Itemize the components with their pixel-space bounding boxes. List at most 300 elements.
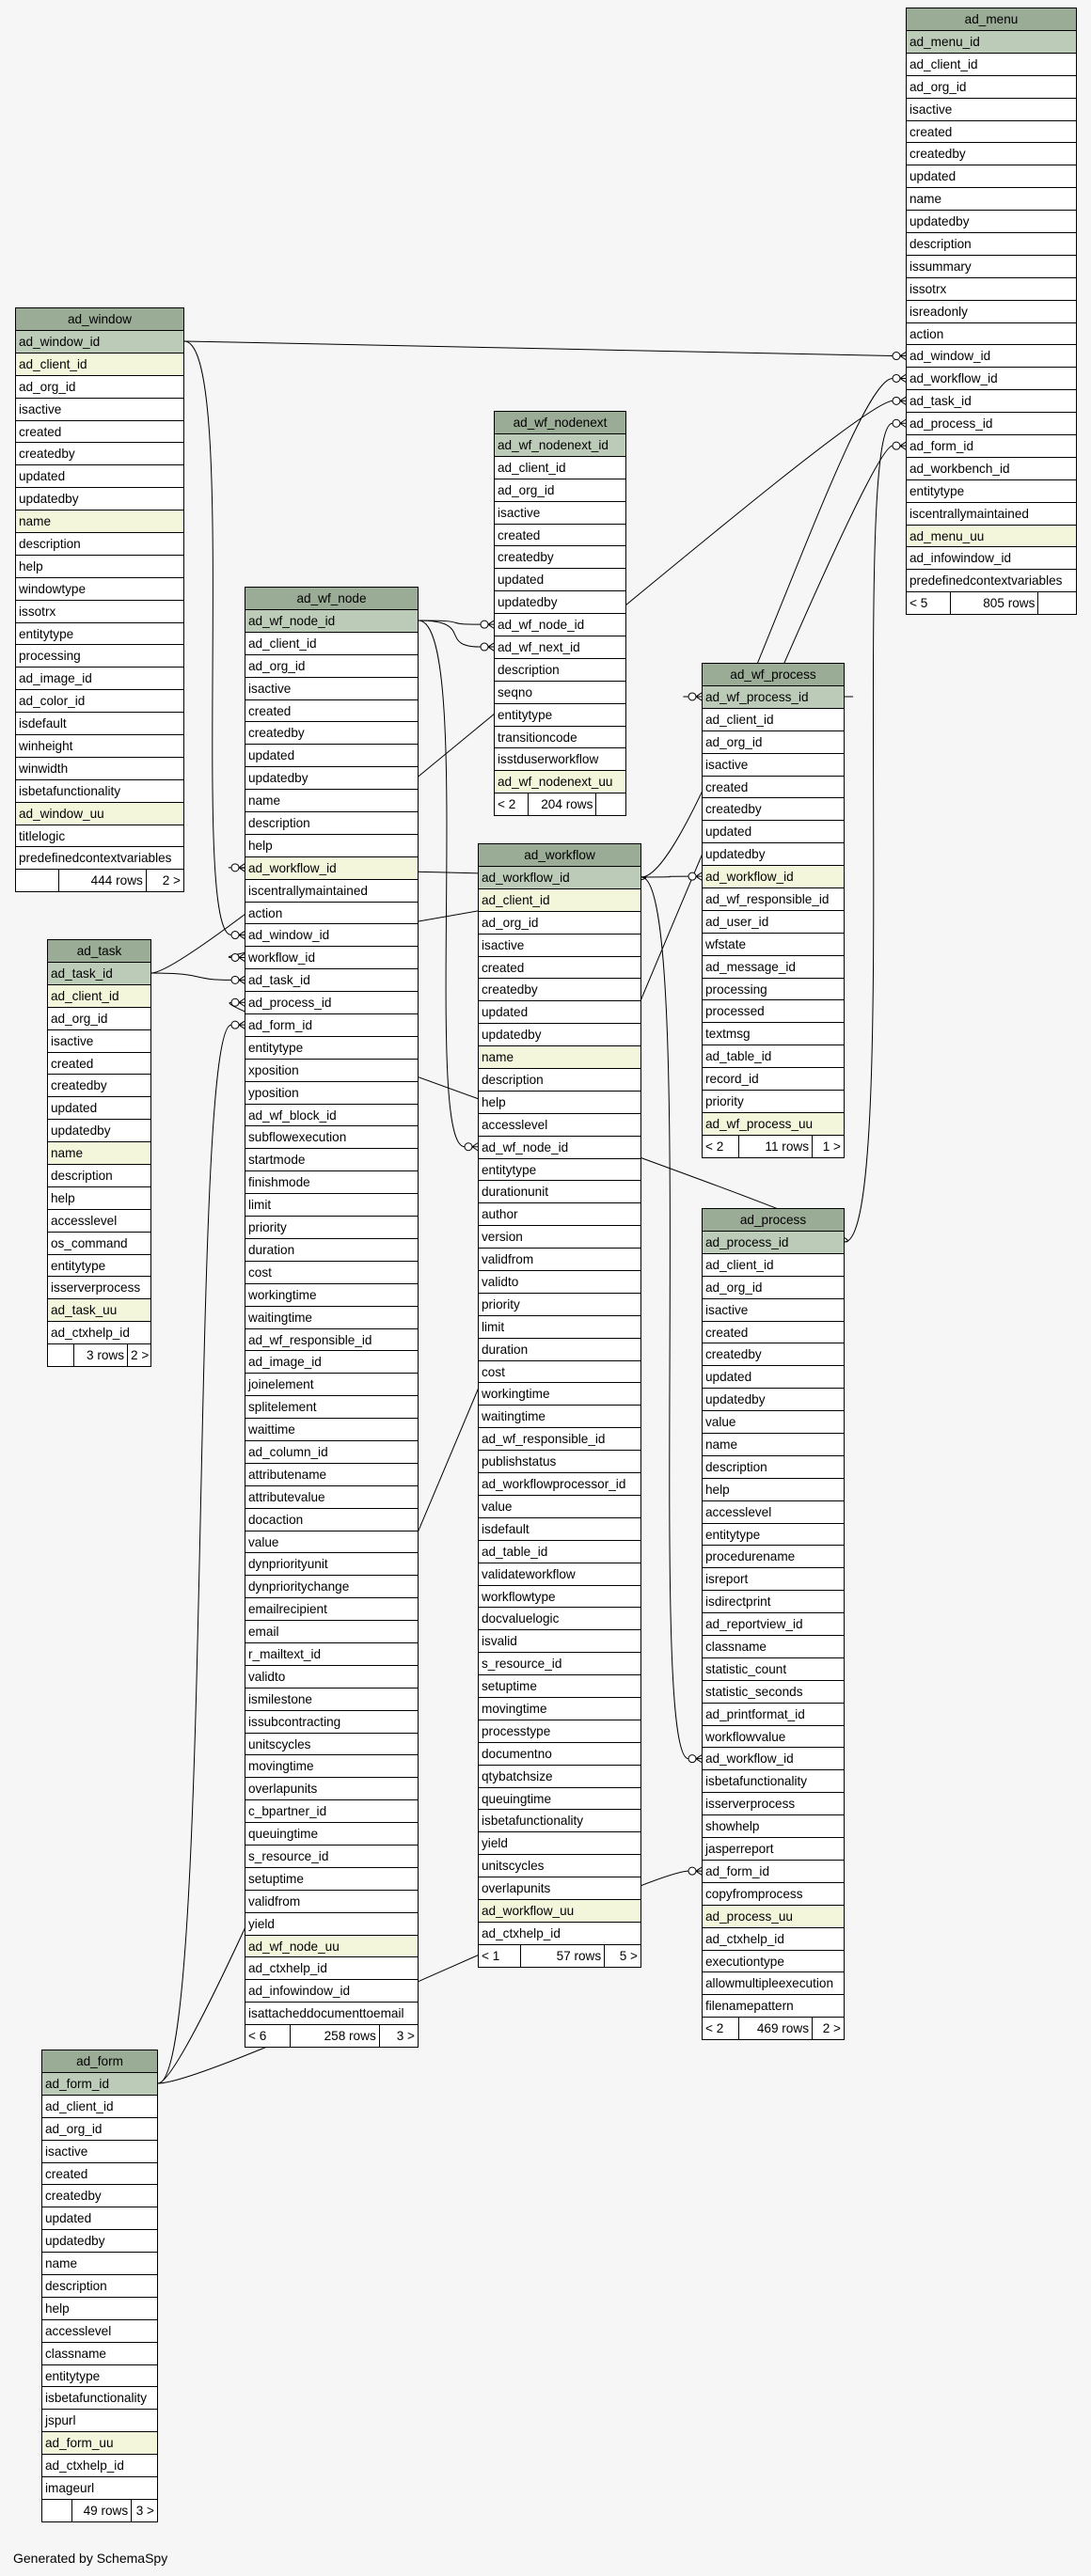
column-row: issotrx xyxy=(16,601,183,623)
parents-count: < 6 xyxy=(245,2025,291,2047)
column-row: version xyxy=(479,1226,640,1249)
fk-end-marker xyxy=(231,998,245,1006)
column-row: workingtime xyxy=(245,1284,418,1307)
column-row: createdby xyxy=(703,798,844,821)
table-footer xyxy=(907,592,1076,614)
column-row: ad_client_id xyxy=(907,54,1076,76)
column-row: validfrom xyxy=(245,1891,418,1913)
column-row: ad_client_id xyxy=(495,457,625,479)
table-header: ad_wf_nodenext xyxy=(495,412,625,434)
column-row: ad_ctxhelp_id xyxy=(48,1322,150,1344)
column-row: limit xyxy=(245,1194,418,1217)
column-row: publishstatus xyxy=(479,1451,640,1473)
column-row: ad_printformat_id xyxy=(703,1704,844,1726)
fk-end-marker xyxy=(465,1143,478,1151)
column-row: help xyxy=(245,835,418,857)
fk-line-ad_menu-ad_window_id xyxy=(184,341,893,356)
column-row: ad_wf_responsible_id xyxy=(703,888,844,911)
row-count: 3 rows xyxy=(74,1344,128,1366)
column-row: isactive xyxy=(703,754,844,777)
table-ad_process xyxy=(702,1208,845,2040)
fk-end-marker xyxy=(893,419,906,427)
column-row: accesslevel xyxy=(703,1501,844,1524)
column-row: created xyxy=(48,1053,150,1076)
column-row: statistic_count xyxy=(703,1658,844,1681)
column-row: ad_org_id xyxy=(703,1277,844,1299)
column-row: created xyxy=(703,1322,844,1344)
parents-count: < 2 xyxy=(703,1136,739,1157)
column-row: isactive xyxy=(479,935,640,957)
column-row: yield xyxy=(245,1913,418,1936)
column-row: jasperreport xyxy=(703,1838,844,1861)
column-row: entitytype xyxy=(42,2365,157,2388)
table-header: ad_wf_process xyxy=(703,664,844,686)
column-row: transitioncode xyxy=(495,727,625,749)
column-row: s_resource_id xyxy=(245,1846,418,1868)
children-count: 3 > xyxy=(396,2029,415,2044)
column-row: isdefault xyxy=(16,713,183,735)
column-row: createdby xyxy=(703,1343,844,1366)
column-row: isdefault xyxy=(479,1518,640,1541)
column-row: classname xyxy=(42,2343,157,2365)
column-row: updated xyxy=(703,1366,844,1389)
column-row: wfstate xyxy=(703,934,844,956)
column-row: windowtype xyxy=(16,578,183,601)
column-row: ad_window_uu xyxy=(16,803,183,825)
column-row: ad_form_id xyxy=(907,435,1076,458)
children-count: 2 > xyxy=(822,2021,841,2036)
fk-end-marker xyxy=(231,1021,245,1029)
table-footer xyxy=(245,2025,418,2047)
column-row: ad_workflow_id xyxy=(479,867,640,889)
column-row: updatedby xyxy=(703,1389,844,1411)
column-row: updatedby xyxy=(703,843,844,866)
children-count xyxy=(1038,592,1076,614)
column-row: ad_process_id xyxy=(245,992,418,1014)
column-row: name xyxy=(245,790,418,812)
column-row: processed xyxy=(703,1000,844,1023)
column-row: overlapunits xyxy=(245,1778,418,1800)
column-row: isattacheddocumenttoemail xyxy=(245,2003,418,2025)
fk-end-marker xyxy=(893,397,906,404)
column-row: ad_window_id xyxy=(907,345,1076,368)
table-header: ad_workflow xyxy=(479,844,640,867)
column-row: created xyxy=(42,2163,157,2186)
column-row: name xyxy=(479,1046,640,1069)
column-row: classname xyxy=(703,1636,844,1658)
column-row: description xyxy=(42,2275,157,2298)
column-row: updated xyxy=(245,745,418,767)
column-row: os_command xyxy=(48,1233,150,1255)
column-row: imageurl xyxy=(42,2477,157,2500)
row-count: 11 rows xyxy=(739,1136,813,1157)
table-header: ad_menu xyxy=(907,8,1076,31)
column-row: iscentrallymaintained xyxy=(245,880,418,903)
column-row: ad_client_id xyxy=(479,889,640,912)
table-header: ad_form xyxy=(42,2050,157,2073)
column-row: iscentrallymaintained xyxy=(907,503,1076,526)
column-row: description xyxy=(495,659,625,682)
column-row: entitytype xyxy=(48,1255,150,1278)
column-row: ad_wf_responsible_id xyxy=(245,1329,418,1352)
column-row: created xyxy=(479,957,640,980)
column-row: ad_wf_node_uu xyxy=(245,1936,418,1958)
column-row: ad_task_id xyxy=(48,963,150,985)
column-row: createdby xyxy=(479,979,640,1001)
row-count: 57 rows xyxy=(521,1945,605,1967)
column-row: updatedby xyxy=(245,767,418,790)
column-row: ad_task_id xyxy=(907,390,1076,413)
row-count: 469 rows xyxy=(739,2018,813,2039)
column-row: attributevalue xyxy=(245,1486,418,1509)
parents-count xyxy=(48,1344,74,1366)
table-ad_workflow xyxy=(478,843,641,1968)
column-row: jspurl xyxy=(42,2410,157,2432)
column-row: updatedby xyxy=(16,488,183,510)
column-row: isactive xyxy=(48,1030,150,1053)
column-row: ad_menu_id xyxy=(907,31,1076,54)
column-row: ad_wf_nodenext_id xyxy=(495,434,625,457)
column-row: winheight xyxy=(16,735,183,758)
column-row: ad_form_id xyxy=(703,1861,844,1883)
column-row: emailrecipient xyxy=(245,1598,418,1621)
parents-count: < 5 xyxy=(907,592,951,614)
fk-end-marker xyxy=(688,1867,702,1875)
column-row: name xyxy=(16,510,183,533)
column-row: predefinedcontextvariables xyxy=(907,570,1076,592)
column-row: ad_process_id xyxy=(907,413,1076,435)
column-row: seqno xyxy=(495,682,625,704)
column-row: ad_wf_node_id xyxy=(495,614,625,636)
fk-end-marker xyxy=(688,693,702,700)
fk-end-marker xyxy=(688,1755,702,1763)
column-row: c_bpartner_id xyxy=(245,1800,418,1823)
column-row: isactive xyxy=(16,399,183,421)
column-row: isactive xyxy=(245,678,418,700)
fk-end-marker xyxy=(893,353,906,360)
column-row: action xyxy=(245,903,418,925)
column-row: docaction xyxy=(245,1509,418,1531)
column-row: action xyxy=(907,323,1076,346)
children-count: 3 > xyxy=(135,2503,154,2518)
column-row: setuptime xyxy=(479,1675,640,1698)
column-row: movingtime xyxy=(245,1755,418,1778)
column-row: ad_column_id xyxy=(245,1441,418,1464)
column-row: textmsg xyxy=(703,1023,844,1045)
column-row: ad_org_id xyxy=(907,76,1076,99)
column-row: ismilestone xyxy=(245,1689,418,1711)
column-row: description xyxy=(245,812,418,835)
column-row: entitytype xyxy=(479,1159,640,1182)
column-row: ad_client_id xyxy=(16,353,183,376)
column-row: isbetafunctionality xyxy=(703,1770,844,1793)
column-row: ad_client_id xyxy=(703,1254,844,1277)
column-row: created xyxy=(16,421,183,444)
column-row: ad_org_id xyxy=(479,912,640,935)
row-count: 204 rows xyxy=(529,793,596,815)
column-row: created xyxy=(703,777,844,799)
column-row: showhelp xyxy=(703,1815,844,1838)
parents-count: < 1 xyxy=(479,1945,521,1967)
table-footer xyxy=(495,793,625,815)
table-ad_window xyxy=(15,307,184,892)
column-row: workingtime xyxy=(479,1383,640,1406)
column-row: ad_image_id xyxy=(245,1351,418,1374)
column-row: issummary xyxy=(907,256,1076,278)
column-row: ad_wf_node_id xyxy=(245,610,418,633)
children-count: 2 > xyxy=(162,873,181,888)
column-row: statistic_seconds xyxy=(703,1681,844,1704)
column-row: description xyxy=(479,1069,640,1092)
column-row: ad_process_uu xyxy=(703,1906,844,1928)
column-row: ad_form_id xyxy=(245,1014,418,1037)
column-row: name xyxy=(907,188,1076,211)
column-row: accesslevel xyxy=(479,1114,640,1137)
column-row: ad_ctxhelp_id xyxy=(479,1923,640,1945)
column-row: filenamepattern xyxy=(703,1995,844,2018)
column-row: validateworkflow xyxy=(479,1563,640,1586)
column-row: description xyxy=(703,1456,844,1479)
column-row: priority xyxy=(479,1294,640,1316)
column-row: executiontype xyxy=(703,1951,844,1973)
table-footer xyxy=(479,1945,640,1967)
column-row: ad_infowindow_id xyxy=(907,547,1076,570)
column-row: processtype xyxy=(479,1720,640,1743)
column-row: qtybatchsize xyxy=(479,1766,640,1788)
column-row: ad_message_id xyxy=(703,956,844,979)
table-footer xyxy=(703,2018,844,2039)
table-ad_wf_node xyxy=(245,587,419,2048)
generated-by-note: Generated by SchemaSpy xyxy=(13,2551,168,2566)
column-row: ad_wf_nodenext_uu xyxy=(495,771,625,793)
column-row: isvalid xyxy=(479,1630,640,1653)
parents-count: < 2 xyxy=(703,2018,739,2039)
column-row: queuingtime xyxy=(479,1788,640,1811)
column-row: ad_reportview_id xyxy=(703,1613,844,1636)
fk-line-ad_workflow-ad_wf_node_id xyxy=(419,620,465,1147)
column-row: ad_form_id xyxy=(42,2073,157,2096)
column-row: updatedby xyxy=(495,591,625,614)
column-row: setuptime xyxy=(245,1868,418,1891)
column-row: updated xyxy=(703,821,844,843)
column-row: duration xyxy=(479,1339,640,1361)
column-row: waitingtime xyxy=(245,1307,418,1329)
column-row: email xyxy=(245,1621,418,1643)
column-row: validfrom xyxy=(479,1249,640,1271)
column-row: dynprioritychange xyxy=(245,1576,418,1598)
column-row: isactive xyxy=(42,2141,157,2163)
column-row: isserverprocess xyxy=(48,1277,150,1299)
column-row: ad_wf_next_id xyxy=(495,636,625,659)
column-row: ad_workflowprocessor_id xyxy=(479,1473,640,1496)
column-row: ad_wf_responsible_id xyxy=(479,1428,640,1451)
column-row: ad_workflow_id xyxy=(703,1748,844,1770)
parents-count xyxy=(16,870,59,891)
column-row: ad_task_uu xyxy=(48,1299,150,1322)
table-header: ad_window xyxy=(16,308,183,331)
column-row: ad_ctxhelp_id xyxy=(703,1928,844,1951)
column-row: ad_table_id xyxy=(479,1541,640,1563)
column-row: updatedby xyxy=(479,1024,640,1046)
column-row: ad_ctxhelp_id xyxy=(42,2455,157,2477)
column-row: validto xyxy=(479,1271,640,1294)
column-row: isbetafunctionality xyxy=(16,780,183,803)
column-row: updated xyxy=(495,569,625,591)
column-row: help xyxy=(42,2298,157,2320)
column-row: entitytype xyxy=(703,1524,844,1547)
column-row: isbetafunctionality xyxy=(42,2387,157,2410)
column-row: description xyxy=(48,1165,150,1187)
column-row: isactive xyxy=(907,99,1076,121)
column-row: updated xyxy=(907,165,1076,188)
column-row: entitytype xyxy=(245,1037,418,1060)
column-row: isstduserworkflow xyxy=(495,748,625,771)
column-row: r_mailtext_id xyxy=(245,1643,418,1666)
column-row: issubcontracting xyxy=(245,1711,418,1734)
column-row: ad_color_id xyxy=(16,690,183,713)
column-row: cost xyxy=(245,1262,418,1284)
column-row: createdby xyxy=(245,722,418,745)
column-row: help xyxy=(16,556,183,578)
column-row: ad_workflow_id xyxy=(245,857,418,880)
fk-end-marker xyxy=(231,976,245,983)
column-row: ad_org_id xyxy=(42,2118,157,2141)
column-row: isdirectprint xyxy=(703,1591,844,1613)
fk-line-ad_wf_process-ad_workflow_id xyxy=(641,876,688,877)
column-row: movingtime xyxy=(479,1698,640,1720)
column-row: ad_workflow_id xyxy=(703,866,844,888)
column-row: createdby xyxy=(907,143,1076,165)
column-row: ad_workflow_uu xyxy=(479,1900,640,1923)
column-row: titlelogic xyxy=(16,825,183,848)
column-row: ad_org_id xyxy=(245,655,418,678)
column-row: ad_task_id xyxy=(245,969,418,992)
fk-line-ad_wf_node-ad_task_id xyxy=(151,973,231,980)
column-row: description xyxy=(907,233,1076,256)
column-row: yposition xyxy=(245,1082,418,1105)
column-row: xposition xyxy=(245,1060,418,1082)
column-row: predefinedcontextvariables xyxy=(16,847,183,870)
column-row: ad_wf_process_id xyxy=(703,686,844,709)
fk-end-marker xyxy=(688,872,702,880)
column-row: created xyxy=(245,700,418,723)
children-count xyxy=(596,793,625,815)
table-ad_menu xyxy=(906,8,1077,615)
fk-end-marker xyxy=(481,643,494,651)
column-row: createdby xyxy=(48,1075,150,1097)
column-row: duration xyxy=(245,1239,418,1262)
column-row: ad_wf_node_id xyxy=(479,1137,640,1159)
column-row: ad_org_id xyxy=(495,479,625,502)
column-row: created xyxy=(907,121,1076,144)
fk-end-marker xyxy=(231,932,245,939)
column-row: startmode xyxy=(245,1149,418,1171)
column-row: ad_org_id xyxy=(16,376,183,399)
column-row: ad_image_id xyxy=(16,668,183,690)
table-ad_form xyxy=(41,2050,158,2522)
column-row: ad_infowindow_id xyxy=(245,1980,418,2003)
column-row: ad_user_id xyxy=(703,911,844,934)
column-row: isserverprocess xyxy=(703,1793,844,1815)
column-row: processing xyxy=(16,645,183,668)
column-row: description xyxy=(16,533,183,556)
fk-end-marker xyxy=(893,374,906,382)
column-row: workflowtype xyxy=(479,1586,640,1609)
column-row: copyfromprocess xyxy=(703,1883,844,1906)
column-row: cost xyxy=(479,1361,640,1384)
column-row: updated xyxy=(48,1097,150,1120)
column-row: subflowexecution xyxy=(245,1126,418,1149)
column-row: record_id xyxy=(703,1068,844,1091)
column-row: durationunit xyxy=(479,1181,640,1203)
column-row: help xyxy=(703,1479,844,1501)
table-header: ad_task xyxy=(48,940,150,963)
column-row: createdby xyxy=(16,443,183,465)
table-header: ad_wf_node xyxy=(245,588,418,610)
table-footer xyxy=(16,870,183,891)
column-row: accesslevel xyxy=(42,2320,157,2343)
children-count: 5 > xyxy=(619,1948,638,1963)
fk-end-marker xyxy=(481,620,494,628)
column-row: updatedby xyxy=(907,211,1076,233)
table-header: ad_process xyxy=(703,1209,844,1232)
column-row: ad_form_uu xyxy=(42,2432,157,2455)
column-row: splitelement xyxy=(245,1396,418,1419)
column-row: priority xyxy=(245,1217,418,1239)
parents-count xyxy=(42,2500,72,2521)
column-row: entitytype xyxy=(495,704,625,727)
column-row: attributename xyxy=(245,1464,418,1486)
column-row: entitytype xyxy=(16,623,183,646)
column-row: limit xyxy=(479,1316,640,1339)
table-footer xyxy=(703,1136,844,1157)
column-row: workflowvalue xyxy=(703,1726,844,1749)
column-row: isbetafunctionality xyxy=(479,1810,640,1832)
column-row: allowmultipleexecution xyxy=(703,1972,844,1995)
fk-line-ad_wf_node-ad_form_id xyxy=(158,1025,231,2083)
fk-line-ad_process-ad_workflow_id xyxy=(641,877,688,1759)
table-ad_task xyxy=(47,939,151,1367)
column-row: ad_client_id xyxy=(703,709,844,731)
column-row: priority xyxy=(703,1091,844,1113)
column-row: dynpriorityunit xyxy=(245,1553,418,1576)
column-row: ad_wf_block_id xyxy=(245,1105,418,1127)
row-count: 805 rows xyxy=(951,592,1039,614)
column-row: value xyxy=(479,1496,640,1518)
column-row: isactive xyxy=(495,502,625,525)
fk-end-marker xyxy=(231,864,245,872)
column-row: finishmode xyxy=(245,1171,418,1194)
column-row: queuingtime xyxy=(245,1823,418,1846)
column-row: ad_wf_process_uu xyxy=(703,1113,844,1136)
column-row: ad_menu_uu xyxy=(907,526,1076,548)
column-row: winwidth xyxy=(16,758,183,780)
column-row: joinelement xyxy=(245,1374,418,1396)
column-row: accesslevel xyxy=(48,1210,150,1233)
column-row: issotrx xyxy=(907,278,1076,301)
column-row: ad_org_id xyxy=(703,731,844,754)
column-row: validto xyxy=(245,1666,418,1689)
column-row: updated xyxy=(42,2207,157,2230)
row-count: 444 rows xyxy=(59,870,147,891)
column-row: ad_table_id xyxy=(703,1045,844,1068)
column-row: value xyxy=(703,1411,844,1434)
column-row: processing xyxy=(703,979,844,1001)
column-row: createdby xyxy=(42,2185,157,2207)
column-row: ad_workflow_id xyxy=(907,368,1076,390)
column-row: createdby xyxy=(495,546,625,569)
column-row: waitingtime xyxy=(479,1406,640,1428)
